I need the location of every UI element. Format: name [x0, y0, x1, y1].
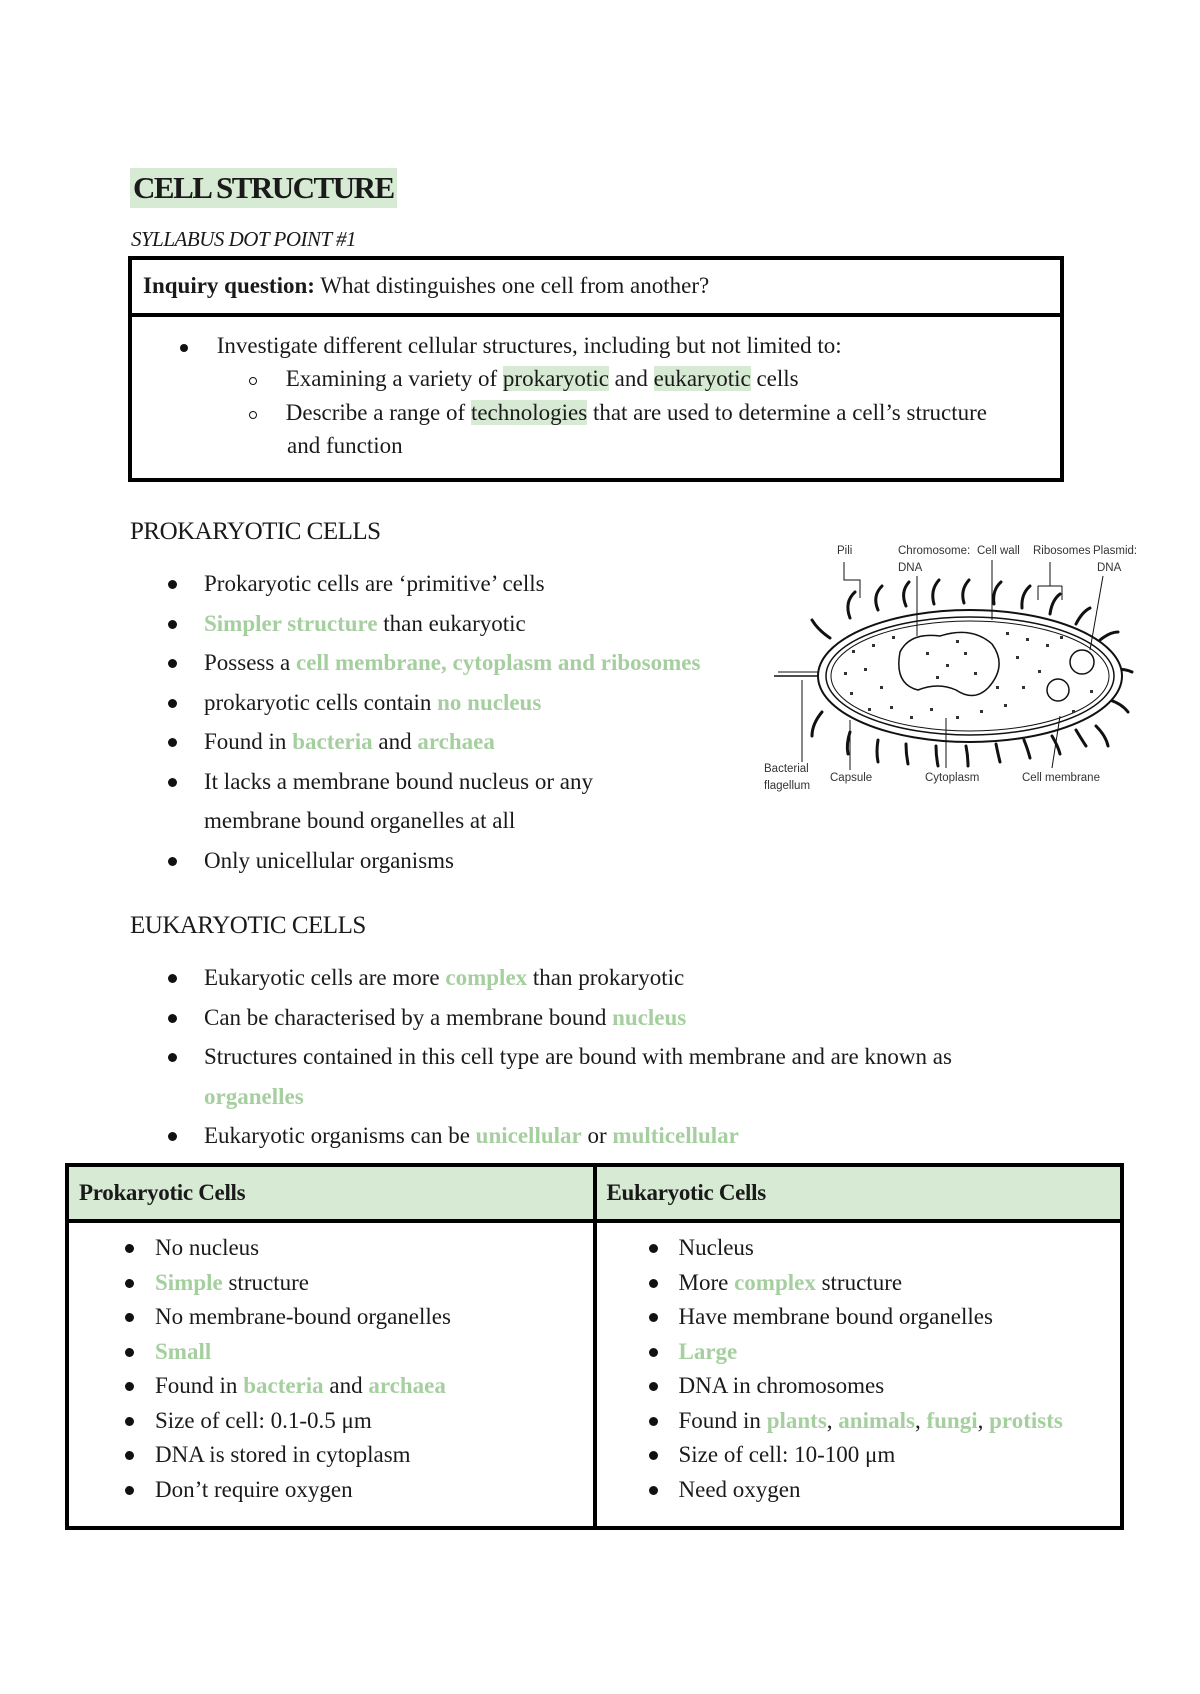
list-item [168, 722, 700, 762]
label-capsule: Capsule [830, 772, 873, 784]
green-term: archaea [417, 729, 495, 754]
list-item [168, 643, 700, 683]
list-item [168, 1116, 952, 1156]
list-item: No membrane-bound organelles [155, 1300, 593, 1335]
text: than prokaryotic [527, 965, 685, 990]
text: Possess a [204, 650, 297, 675]
green-term: plants [766, 1407, 827, 1433]
inquiry-header [132, 260, 1060, 317]
green-term: cell membrane, cytoplasm and ribosomes [296, 650, 701, 675]
text: , [977, 1407, 990, 1433]
sub1-pre: Examining a variety of [285, 366, 503, 391]
text: and [323, 1373, 369, 1398]
inquiry-label: Inquiry question: [143, 273, 315, 298]
list-item: Need oxygen [679, 1473, 1121, 1508]
list-item: Don’t require oxygen [155, 1473, 593, 1508]
bullet-icon [180, 344, 188, 352]
prokaryotic-cell-diagram [760, 540, 1160, 800]
text: Found in [678, 1407, 767, 1433]
green-term: Simpler structure [204, 610, 378, 636]
label-pili: Pili [837, 545, 853, 557]
table-header-prokaryotic: Prokaryotic Cells [67, 1165, 595, 1221]
list-item: DNA is stored in cytoplasm [155, 1438, 593, 1473]
prokaryotic-list [168, 564, 700, 880]
sub2-post: that are used to determine a cell’s structure [587, 400, 987, 425]
main-point-text: Investigate different cellular structures, including but not limited to: [216, 333, 842, 358]
inquiry-main-point [180, 331, 842, 361]
list-item [679, 1335, 1121, 1370]
list-item [168, 762, 700, 841]
text: Structures contained in this cell type are bound with membrane and are known as [204, 1044, 952, 1069]
label-chromosome-dna: DNA [898, 562, 923, 574]
text: and [372, 729, 418, 754]
text: prokaryotic cells contain [204, 689, 438, 715]
green-term: complex [734, 1269, 816, 1295]
ring-bullet-icon [249, 377, 257, 385]
text: It lacks a membrane bound nucleus or any [204, 768, 593, 794]
text: Found in [204, 729, 293, 754]
list-item: Size of cell: 10-100 μm [679, 1438, 1121, 1473]
green-term: organelles [204, 1083, 304, 1109]
highlight-technologies: technologies [470, 400, 588, 425]
list-item [155, 1369, 593, 1404]
list-item: Have membrane bound organelles [679, 1300, 1121, 1335]
label-cell-wall: Cell wall [977, 545, 1020, 557]
inquiry-sub-point-1 [249, 364, 799, 394]
plasmid-icon [1047, 679, 1069, 701]
text: , [826, 1407, 839, 1433]
list-item: Only unicellular organisms [168, 841, 700, 881]
page-title: CELL STRUCTURE [130, 168, 397, 208]
green-term: unicellular [475, 1123, 582, 1148]
label-chromosome: Chromosome: [898, 545, 971, 557]
text: Eukaryotic cells are more [204, 965, 446, 990]
text: than eukaryotic [377, 610, 526, 636]
text: membrane bound organelles at all [204, 808, 516, 833]
text: Eukaryotic organisms can be [204, 1123, 476, 1148]
list-item [168, 1037, 952, 1116]
table-header-eukaryotic: Eukaryotic Cells [595, 1165, 1123, 1221]
prokaryotic-column [67, 1221, 595, 1528]
text: Found in [155, 1373, 244, 1398]
highlight-eukaryotic: eukaryotic [653, 366, 751, 391]
text: structure [222, 1269, 309, 1295]
inquiry-sub-point-2-continued: and function [287, 433, 403, 458]
label-cell-membrane: Cell membrane [1022, 772, 1100, 784]
label-plasmid: Plasmid: [1093, 545, 1138, 557]
list-item: Prokaryotic cells are ‘primitive’ cells [168, 564, 700, 604]
list-item [168, 998, 952, 1038]
eukaryotic-column [595, 1221, 1123, 1528]
green-term: animals [838, 1407, 915, 1433]
green-term: Small [155, 1338, 212, 1364]
list-item [155, 1266, 593, 1301]
list-item [155, 1335, 593, 1370]
eukaryotic-heading: EUKARYOTIC CELLS [130, 912, 366, 939]
plasmid-icon [1070, 650, 1094, 674]
label-flagellum: Bacterial [764, 763, 809, 775]
green-term: no nucleus [437, 689, 542, 715]
sub2-pre: Describe a range of [285, 400, 471, 425]
list-item [168, 604, 700, 644]
inquiry-box [128, 256, 1064, 482]
list-item: DNA in chromosomes [679, 1369, 1121, 1404]
sub1-mid: and [608, 366, 654, 391]
syllabus-label: SYLLABUS DOT POINT #1 [131, 227, 357, 251]
highlight-prokaryotic: prokaryotic [502, 366, 609, 391]
label-plasmid-dna: DNA [1097, 562, 1122, 574]
list-item [679, 1404, 1121, 1439]
green-term: Large [678, 1338, 738, 1364]
list-item: Size of cell: 0.1-0.5 μm [155, 1404, 593, 1439]
green-term: Simple [155, 1269, 223, 1295]
list-item: No nucleus [155, 1231, 593, 1266]
label-ribosomes: Ribosomes [1033, 545, 1091, 557]
label-cytoplasm: Cytoplasm [925, 772, 980, 784]
green-term: protists [989, 1407, 1063, 1433]
text: or [581, 1123, 613, 1148]
comparison-table [65, 1163, 1124, 1530]
green-term: archaea [368, 1373, 446, 1398]
text: More [678, 1269, 735, 1295]
inquiry-question: What distinguishes one cell from another? [320, 273, 710, 298]
text: Can be characterised by a membrane bound [204, 1004, 613, 1030]
sub1-post: cells [750, 366, 799, 391]
green-term: nucleus [612, 1004, 687, 1030]
green-term: complex [445, 965, 528, 990]
list-item [168, 958, 952, 998]
green-term: fungi [926, 1407, 978, 1433]
green-term: bacteria [292, 729, 373, 754]
list-item [679, 1266, 1121, 1301]
prokaryotic-heading: PROKARYOTIC CELLS [130, 518, 381, 545]
eukaryotic-list [168, 958, 952, 1156]
label-flagellum-2: flagellum [764, 780, 811, 792]
text: , [914, 1407, 927, 1433]
ring-bullet-icon [249, 411, 257, 419]
green-term: bacteria [243, 1373, 324, 1398]
inquiry-sub-point-2 [249, 398, 987, 428]
list-item [168, 683, 700, 723]
green-term: multicellular [612, 1123, 739, 1148]
list-item: Nucleus [679, 1231, 1121, 1266]
cell-membrane-shape [831, 621, 1109, 731]
text: structure [815, 1269, 903, 1295]
